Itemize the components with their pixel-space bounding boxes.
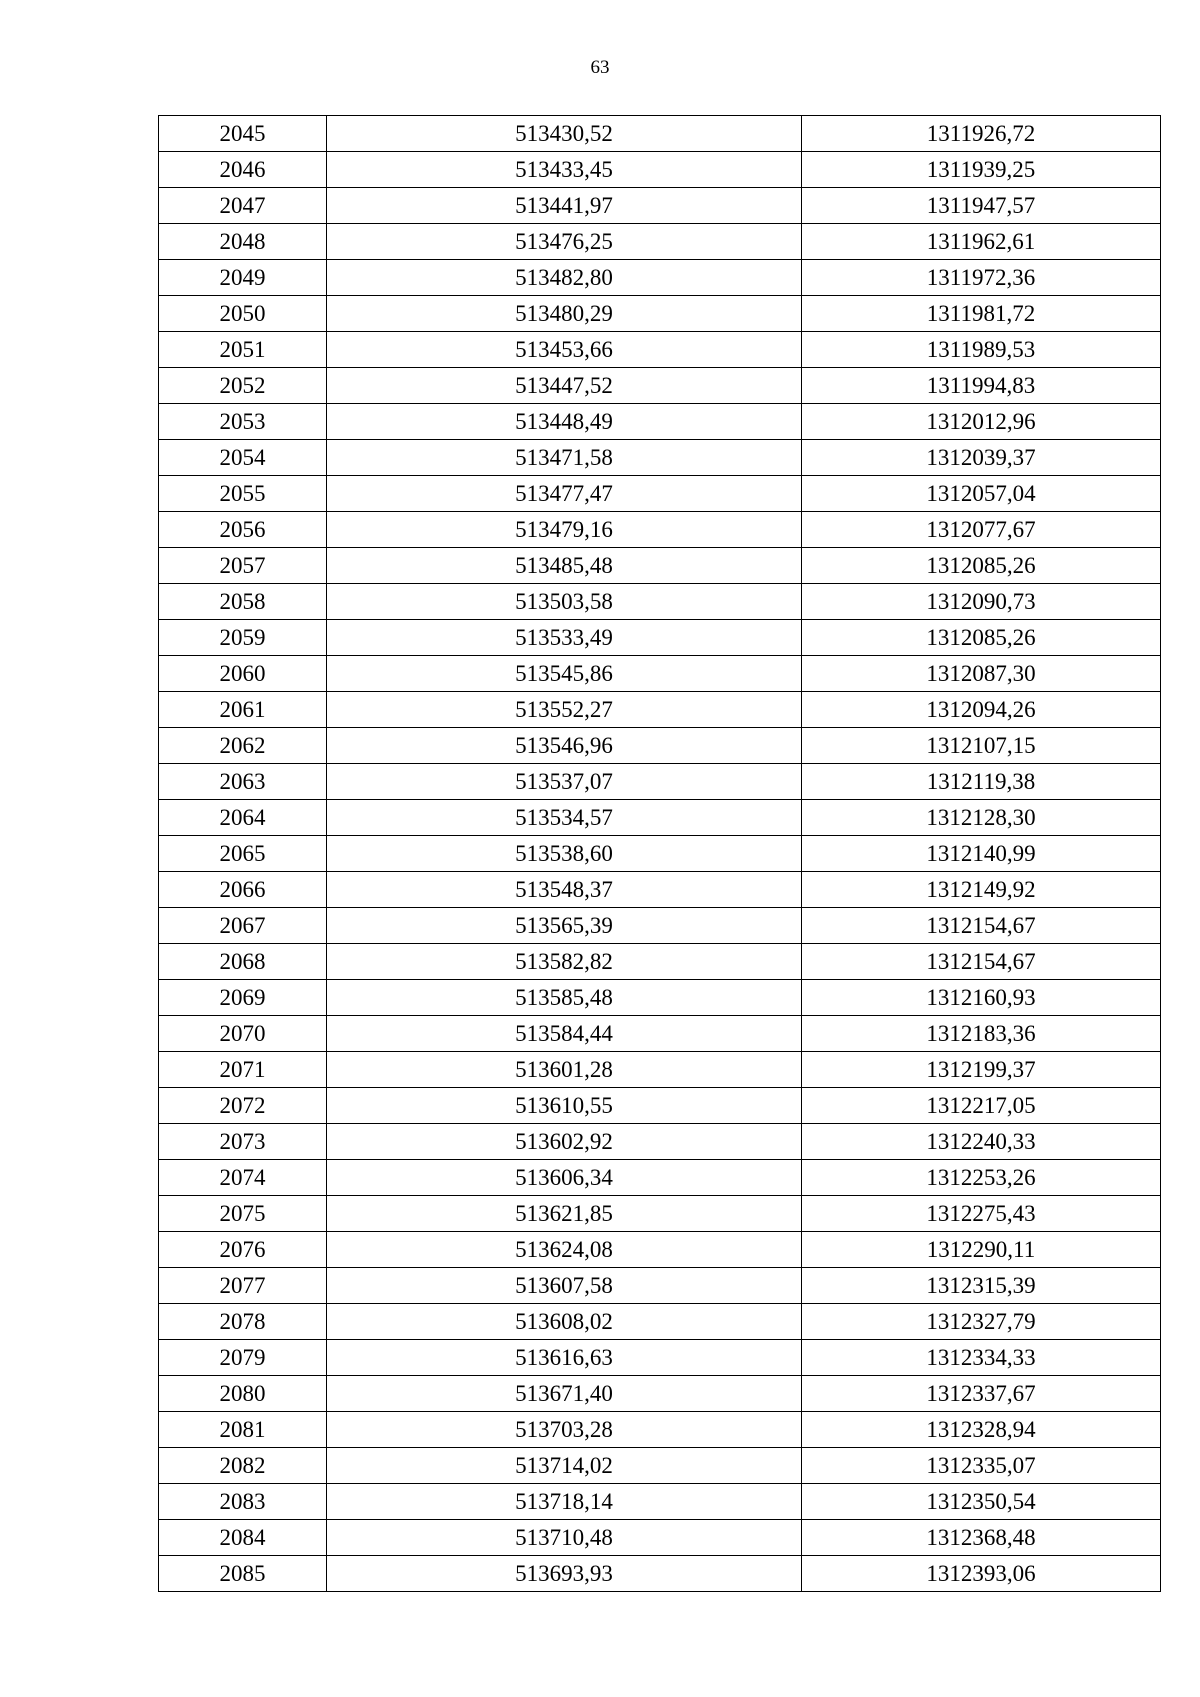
x-coordinate-cell: 513552,27 [327, 692, 802, 728]
table-row [159, 620, 1161, 656]
table-row [159, 980, 1161, 1016]
y-coordinate-cell: 1312094,26 [802, 692, 1161, 728]
table-row [159, 1160, 1161, 1196]
table-row [159, 764, 1161, 800]
y-coordinate-cell: 1312199,37 [802, 1052, 1161, 1088]
y-coordinate-cell: 1312039,37 [802, 440, 1161, 476]
point-number-cell: 2076 [159, 1232, 327, 1268]
coordinates-table [158, 115, 1161, 1592]
point-number-cell: 2074 [159, 1160, 327, 1196]
y-coordinate-cell: 1312334,33 [802, 1340, 1161, 1376]
point-number-cell: 2047 [159, 188, 327, 224]
x-coordinate-cell: 513714,02 [327, 1448, 802, 1484]
x-coordinate-cell: 513480,29 [327, 296, 802, 332]
table-row [159, 440, 1161, 476]
table-row [159, 152, 1161, 188]
point-number-cell: 2081 [159, 1412, 327, 1448]
point-number-cell: 2045 [159, 116, 327, 152]
y-coordinate-cell: 1312012,96 [802, 404, 1161, 440]
table-row [159, 296, 1161, 332]
x-coordinate-cell: 513602,92 [327, 1124, 802, 1160]
table-row [159, 1016, 1161, 1052]
table-row [159, 260, 1161, 296]
x-coordinate-cell: 513607,58 [327, 1268, 802, 1304]
x-coordinate-cell: 513606,34 [327, 1160, 802, 1196]
table-row [159, 224, 1161, 260]
y-coordinate-cell: 1311972,36 [802, 260, 1161, 296]
y-coordinate-cell: 1311939,25 [802, 152, 1161, 188]
x-coordinate-cell: 513430,52 [327, 116, 802, 152]
x-coordinate-cell: 513703,28 [327, 1412, 802, 1448]
x-coordinate-cell: 513471,58 [327, 440, 802, 476]
x-coordinate-cell: 513584,44 [327, 1016, 802, 1052]
table-row [159, 728, 1161, 764]
table-row [159, 1448, 1161, 1484]
point-number-cell: 2072 [159, 1088, 327, 1124]
x-coordinate-cell: 513608,02 [327, 1304, 802, 1340]
table-row [159, 1556, 1161, 1592]
table-row [159, 1196, 1161, 1232]
table-row [159, 1340, 1161, 1376]
point-number-cell: 2051 [159, 332, 327, 368]
y-coordinate-cell: 1312087,30 [802, 656, 1161, 692]
y-coordinate-cell: 1311989,53 [802, 332, 1161, 368]
x-coordinate-cell: 513616,63 [327, 1340, 802, 1376]
y-coordinate-cell: 1312275,43 [802, 1196, 1161, 1232]
point-number-cell: 2050 [159, 296, 327, 332]
table-row [159, 836, 1161, 872]
point-number-cell: 2060 [159, 656, 327, 692]
y-coordinate-cell: 1312140,99 [802, 836, 1161, 872]
y-coordinate-cell: 1312085,26 [802, 620, 1161, 656]
table-row [159, 512, 1161, 548]
table-row [159, 1052, 1161, 1088]
point-number-cell: 2061 [159, 692, 327, 728]
y-coordinate-cell: 1312217,05 [802, 1088, 1161, 1124]
table-row [159, 908, 1161, 944]
table-row [159, 872, 1161, 908]
point-number-cell: 2064 [159, 800, 327, 836]
x-coordinate-cell: 513565,39 [327, 908, 802, 944]
x-coordinate-cell: 513447,52 [327, 368, 802, 404]
x-coordinate-cell: 513585,48 [327, 980, 802, 1016]
table-row [159, 1484, 1161, 1520]
table-row [159, 116, 1161, 152]
point-number-cell: 2082 [159, 1448, 327, 1484]
y-coordinate-cell: 1311981,72 [802, 296, 1161, 332]
x-coordinate-cell: 513433,45 [327, 152, 802, 188]
x-coordinate-cell: 513671,40 [327, 1376, 802, 1412]
point-number-cell: 2056 [159, 512, 327, 548]
table-row [159, 584, 1161, 620]
y-coordinate-cell: 1312090,73 [802, 584, 1161, 620]
x-coordinate-cell: 513548,37 [327, 872, 802, 908]
y-coordinate-cell: 1312183,36 [802, 1016, 1161, 1052]
point-number-cell: 2065 [159, 836, 327, 872]
y-coordinate-cell: 1312368,48 [802, 1520, 1161, 1556]
y-coordinate-cell: 1312240,33 [802, 1124, 1161, 1160]
table-row [159, 1124, 1161, 1160]
point-number-cell: 2055 [159, 476, 327, 512]
x-coordinate-cell: 513482,80 [327, 260, 802, 296]
x-coordinate-cell: 513610,55 [327, 1088, 802, 1124]
x-coordinate-cell: 513534,57 [327, 800, 802, 836]
x-coordinate-cell: 513582,82 [327, 944, 802, 980]
table-row [159, 548, 1161, 584]
y-coordinate-cell: 1312337,67 [802, 1376, 1161, 1412]
point-number-cell: 2073 [159, 1124, 327, 1160]
y-coordinate-cell: 1312327,79 [802, 1304, 1161, 1340]
y-coordinate-cell: 1312160,93 [802, 980, 1161, 1016]
x-coordinate-cell: 513479,16 [327, 512, 802, 548]
x-coordinate-cell: 513538,60 [327, 836, 802, 872]
x-coordinate-cell: 513453,66 [327, 332, 802, 368]
point-number-cell: 2046 [159, 152, 327, 188]
point-number-cell: 2085 [159, 1556, 327, 1592]
point-number-cell: 2068 [159, 944, 327, 980]
y-coordinate-cell: 1312119,38 [802, 764, 1161, 800]
point-number-cell: 2070 [159, 1016, 327, 1052]
point-number-cell: 2054 [159, 440, 327, 476]
point-number-cell: 2049 [159, 260, 327, 296]
x-coordinate-cell: 513624,08 [327, 1232, 802, 1268]
x-coordinate-cell: 513448,49 [327, 404, 802, 440]
point-number-cell: 2069 [159, 980, 327, 1016]
point-number-cell: 2067 [159, 908, 327, 944]
table-row [159, 188, 1161, 224]
page-number: 63 [590, 57, 610, 78]
x-coordinate-cell: 513710,48 [327, 1520, 802, 1556]
point-number-cell: 2052 [159, 368, 327, 404]
point-number-cell: 2080 [159, 1376, 327, 1412]
x-coordinate-cell: 513621,85 [327, 1196, 802, 1232]
table-row [159, 1268, 1161, 1304]
y-coordinate-cell: 1312154,67 [802, 908, 1161, 944]
point-number-cell: 2084 [159, 1520, 327, 1556]
table-row [159, 332, 1161, 368]
table-row [159, 476, 1161, 512]
point-number-cell: 2053 [159, 404, 327, 440]
y-coordinate-cell: 1312128,30 [802, 800, 1161, 836]
point-number-cell: 2057 [159, 548, 327, 584]
x-coordinate-cell: 513546,96 [327, 728, 802, 764]
x-coordinate-cell: 513441,97 [327, 188, 802, 224]
x-coordinate-cell: 513601,28 [327, 1052, 802, 1088]
x-coordinate-cell: 513485,48 [327, 548, 802, 584]
point-number-cell: 2066 [159, 872, 327, 908]
table-row [159, 944, 1161, 980]
y-coordinate-cell: 1312077,67 [802, 512, 1161, 548]
y-coordinate-cell: 1311994,83 [802, 368, 1161, 404]
point-number-cell: 2083 [159, 1484, 327, 1520]
table-row [159, 1088, 1161, 1124]
table-row [159, 404, 1161, 440]
y-coordinate-cell: 1312350,54 [802, 1484, 1161, 1520]
point-number-cell: 2078 [159, 1304, 327, 1340]
table-row [159, 1232, 1161, 1268]
y-coordinate-cell: 1311962,61 [802, 224, 1161, 260]
x-coordinate-cell: 513476,25 [327, 224, 802, 260]
y-coordinate-cell: 1312154,67 [802, 944, 1161, 980]
point-number-cell: 2071 [159, 1052, 327, 1088]
y-coordinate-cell: 1311947,57 [802, 188, 1161, 224]
table-row [159, 656, 1161, 692]
point-number-cell: 2058 [159, 584, 327, 620]
point-number-cell: 2079 [159, 1340, 327, 1376]
x-coordinate-cell: 513718,14 [327, 1484, 802, 1520]
y-coordinate-cell: 1312315,39 [802, 1268, 1161, 1304]
y-coordinate-cell: 1312290,11 [802, 1232, 1161, 1268]
x-coordinate-cell: 513693,93 [327, 1556, 802, 1592]
y-coordinate-cell: 1312253,26 [802, 1160, 1161, 1196]
table-row [159, 800, 1161, 836]
point-number-cell: 2075 [159, 1196, 327, 1232]
y-coordinate-cell: 1312393,06 [802, 1556, 1161, 1592]
table-row [159, 368, 1161, 404]
y-coordinate-cell: 1312335,07 [802, 1448, 1161, 1484]
x-coordinate-cell: 513477,47 [327, 476, 802, 512]
point-number-cell: 2062 [159, 728, 327, 764]
table-row [159, 1304, 1161, 1340]
table-row [159, 692, 1161, 728]
y-coordinate-cell: 1312328,94 [802, 1412, 1161, 1448]
y-coordinate-cell: 1311926,72 [802, 116, 1161, 152]
point-number-cell: 2048 [159, 224, 327, 260]
x-coordinate-cell: 513503,58 [327, 584, 802, 620]
table-row [159, 1520, 1161, 1556]
y-coordinate-cell: 1312057,04 [802, 476, 1161, 512]
x-coordinate-cell: 513533,49 [327, 620, 802, 656]
point-number-cell: 2077 [159, 1268, 327, 1304]
point-number-cell: 2059 [159, 620, 327, 656]
y-coordinate-cell: 1312149,92 [802, 872, 1161, 908]
table-row [159, 1412, 1161, 1448]
x-coordinate-cell: 513537,07 [327, 764, 802, 800]
point-number-cell: 2063 [159, 764, 327, 800]
coordinates-table-body [159, 116, 1161, 1592]
y-coordinate-cell: 1312085,26 [802, 548, 1161, 584]
table-row [159, 1376, 1161, 1412]
x-coordinate-cell: 513545,86 [327, 656, 802, 692]
y-coordinate-cell: 1312107,15 [802, 728, 1161, 764]
